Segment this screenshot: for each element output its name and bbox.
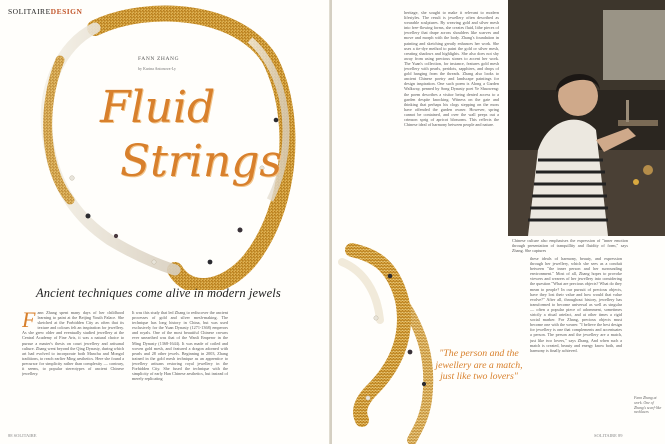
pull-quote: "The person and the jewellery are a match, just like two lovers" <box>435 348 523 382</box>
designer-name: FANN ZHANG <box>138 56 180 62</box>
drop-cap: F <box>22 310 36 332</box>
author-credit: by Karina Antonova-Ly <box>138 66 176 71</box>
section-accent: DESIGN <box>50 7 83 16</box>
section-name: SOLITAIRE <box>8 7 51 16</box>
body-column-4: these ideals of harmony, beauty, and expression through her jewellery, which she sees as a conduit between "the inner person and her surrounding environment." Most of all, Zhang hopes to provoke viewers and wearers of her jewellery into considering the question "What are precious objects? What do they mean to people? In our pursuit of precious objects, have they lost their value and how would that value evolve?" After all, throughout history, jewellery has transformed to become universal as well as singular — often a popular piece of adornment, sometimes strictly a ritual artefact, and at other times a rigid social marker. For Zhang, precious objects must become one with the wearer. "I believe the best design for jewellery is one that complements and accentuates a person. The person and the jewellery are a match, just like two lovers," says Zhang. And when such a match is created, beauty and energy know both, and harmony is finally achieved. <box>530 256 622 353</box>
designer-at-work-photo <box>508 0 665 236</box>
body-column-1 <box>22 310 124 420</box>
body-column-3: heritage, she sought to make it relevant to modern lifestyles. The result is jewellery often described as wearable sculptures. By weaving gold and silver mesh into free-flowing forms, she creates fluid, lithe pieces of jewellery that drape across shoulders like scarves and move and morph with the body. Zhang's foundation in painting and sketching greatly enhances her work. She uses a tie-dye method to paint the gold or silver mesh, creating shadows and highlights. She also does not shy away from using precious stones to accent her work. The Yuan's collection, for instance, features gold mesh jewellery with pearls, peridots, sapphires, and drops of gold hanging from the threads. Zhang also looks to ancient Chinese poetry and landscape paintings for design inspiration. One such poem is Along a Garden Walkway, penned by Song Dynasty poet Ye Shaoweng: the poem describes a visitor being denied access to a garden despite knocking. Witness on the gate and thinking that perhaps his clogs stepping on the moss have offended the garden owner. However, spring cannot be contained, and over the wall peeps out a crimson sprig of apricot blossoms. This reflects the Chinese ideal of harmony between people and nature. <box>404 10 499 128</box>
subheading: Ancient techniques come alive in modern jewels <box>36 286 281 300</box>
title-line-1: Fluid <box>100 82 216 133</box>
title-line-2: Strings <box>120 136 283 187</box>
section-tag <box>8 7 82 16</box>
left-page <box>0 0 330 444</box>
body-column-2: It was this study that led Zhang to rediscover the ancient processes of gold and silver mesh-making. The technique has long history in China, but was used exclusively for the Yuan Dynasty (1271-1368) emperors and royals. One of the most beautiful Chinese crowns ever unearthed was that of the Wanli Emperor in the Ming Dynasty (1368-1644). It was made of coiled and woven gold mesh, and featured a dragon adorned with pearls and 28 other jewels. Beginning in 2003, Zhang trained in the gold mesh technique as an apprentice to jewellery artisans restoring royal jewellery in the Forbidden City. She fused the technique with the simplicity of early Han Chinese aesthetics, but instead of merely replicating <box>132 310 228 382</box>
photo-caption: Fann Zhang at work. One of Zhang's scarf-like necklaces <box>634 396 662 415</box>
body-text-1: ann Zhang spent many days of her childhood learning to paint at the Beijing Youth Palace. She sketched at the Forbidden City as often that its texture and colours felt an inspiration for jewellery. As she grew older and eventually studied jewellery at the Central Academy of Fine Arts, it was a natural choice to pursue a master's thesis on court jewellery and artisanal culture. Zhang went beyond the Qing Dynasty, during which art had evolved to incorporate both Manchu and Mongol traditions, to reach earlier Ming aesthetics. Here she found a precursor for simplicity rather than complexity — contrary, it seems, to popular stereotypes of ancient Chinese jewellery. <box>22 310 124 377</box>
folio-left: 88 SOLITAIRE <box>8 433 37 438</box>
body-column-4-intro: Chinese culture also emphasises the expression of "inner emotion through presentation of tranquillity and fluidity of form," says Zhang. She captures <box>512 238 628 254</box>
folio-right: SOLITAIRE 89 <box>594 433 623 438</box>
